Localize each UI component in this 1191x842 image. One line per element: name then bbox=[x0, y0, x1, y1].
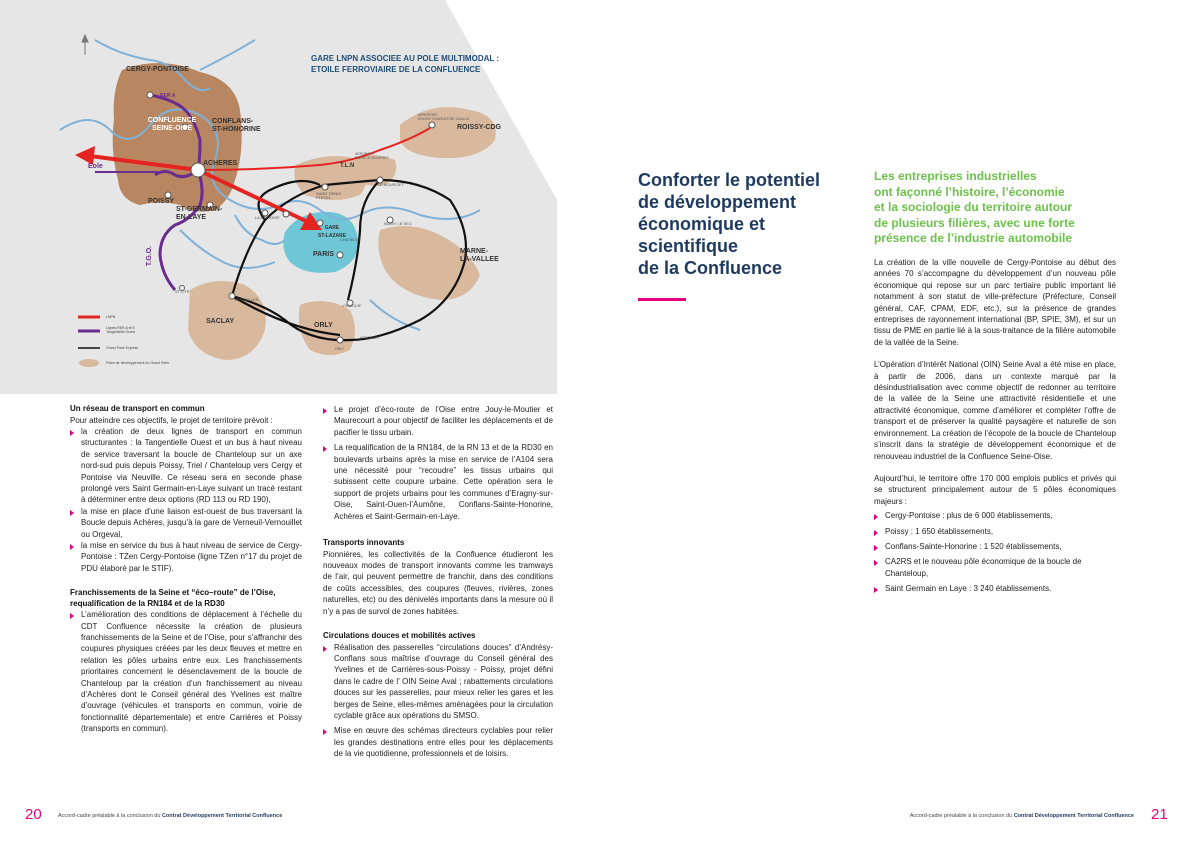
map-legend bbox=[78, 317, 100, 367]
label-marne-1: MARNE- bbox=[460, 248, 488, 255]
label-confluence bbox=[140, 117, 204, 133]
label-aeroport-bourget-2: PARIS LE BOURGET bbox=[355, 156, 389, 160]
label-aeroport-roissy-2: ROISSY CHARLES DE GAULLE bbox=[418, 117, 470, 121]
footer-right-a: Accord-cadre préalable à la conclusion du bbox=[909, 813, 1014, 819]
lead-paragraph bbox=[874, 169, 1114, 247]
map-panel bbox=[0, 0, 557, 394]
legend-lnpn: LNPN bbox=[106, 315, 116, 319]
paragraph-cergy: La création de la ville nouvelle de Cergy-Pontoise au début des années 70 s’accompagne du développement d’un nouveau pôle économique qui repose sur un parc tertiaire public important lié notamment à son statut de ville-préfecture (Préfecture, Conseil général, CAF, CPAM, EDF, etc.), sur la présence de grandes entreprises de rayonnement international (BP, SPIE, 3M), et sur un tissu de PME en partie lié à la sous-traitance de la filière automobile de la vallée de la Seine. bbox=[874, 258, 1116, 347]
label-noisy: NOISY LE SEC bbox=[384, 221, 412, 226]
lead-line: ont façonné l’histoire, l’économie bbox=[874, 184, 1065, 199]
paragraph-oin: L’Opération d’Intérêt National (OIN) Seine Aval a été mise en place, à partir de 2006, dans un contexte marqué par la désindustrialisation avec comme objectif de redonner au territoire de la vallée de la Seine une attractivité résidentielle et une attractivité économique, comme d’améliorer et compléter l’offre de transport et de préserver la qualité paysagère et naturelle de son environnement. La création de l’écopole de la boucle de Chanteloup s’inscrit dans la stratégie de développement économique et de renouveau industriel de la Confluence Seine-Oise. bbox=[874, 360, 1116, 461]
label-gare-1: GARE bbox=[324, 225, 340, 231]
label-tgo: T.G.O. bbox=[146, 245, 154, 267]
footer-left-b: Contrat Développement Territorial Confluence bbox=[161, 813, 283, 819]
map-corner-cutout bbox=[445, 0, 557, 200]
label-confluence-2: SEINE-OISE bbox=[151, 125, 193, 132]
footer-right bbox=[910, 813, 1134, 819]
list-item: la mise en service du bus à haut niveau de service de Cergy-Pontoise : TZen Cergy-Pontoise (ligne TZen n°17 du projet de PDU élaboré par le STIF). bbox=[70, 540, 302, 574]
lead-line: Les entreprises industrielles bbox=[874, 169, 1037, 183]
section-intro-transport: Pour atteindre ces objectifs, le projet de territoire prévoit : bbox=[70, 415, 273, 425]
label-acheres: ACHERES bbox=[203, 160, 238, 167]
page-title bbox=[638, 169, 858, 279]
label-rera: RER A bbox=[160, 93, 176, 99]
label-versailles: VERSAILLES bbox=[234, 297, 259, 302]
label-eole: Eole bbox=[88, 163, 103, 170]
list-item: Le projet d’éco-route de l’Oise entre Jouy-le-Moutier et Maurecourt a pour objectif de faciliter les déplacements et de pacifier le tissu urbain. bbox=[323, 404, 553, 438]
label-saclay: SACLAY bbox=[206, 318, 235, 325]
label-saintdenis bbox=[316, 192, 341, 200]
lead-line: de plusieurs filières, avec une forte bbox=[874, 215, 1075, 230]
label-conflans-2: ST-HONORINE bbox=[212, 126, 261, 133]
page-number-left: 20 bbox=[25, 806, 42, 823]
label-saintdenis-2: PLEYEL bbox=[316, 195, 332, 200]
legend-poles: Pôles de développement du Grand Paris bbox=[106, 361, 170, 365]
title-accent-bar bbox=[638, 298, 686, 301]
middle-column bbox=[323, 404, 553, 760]
label-stgermain-1: ST-GERMAIN- bbox=[176, 206, 223, 213]
label-tln: T.L.N bbox=[340, 163, 355, 169]
label-chatelet: CHATELET bbox=[340, 237, 361, 242]
footer-left bbox=[58, 813, 282, 819]
label-aeroport-roissy bbox=[418, 113, 469, 121]
label-orly-small: ORLY bbox=[335, 347, 345, 351]
label-cergy: CERGY-PONTOISE bbox=[126, 66, 189, 73]
label-conflans bbox=[212, 118, 261, 134]
list-item: Saint Germain en Laye : 3 240 établissements. bbox=[874, 583, 1116, 594]
poles-list bbox=[874, 510, 1116, 594]
label-marne bbox=[460, 248, 499, 264]
section-text-innovants: Pionnières, les collectivités de la Confluence étudieront les nouveaux modes de transport innovants comme les tramways de l’air, qui peuvent permettre de franchir, dans des conditions de coûts accessibles, des coupures (fleuves, rivières, zones naturelles, etc) ou des dénivelés importants dans la mesure où il n’y a pas de survol de zones habitées. bbox=[323, 549, 553, 616]
list-item: La requalification de la RN184, de la RN 13 et de la RD30 en boulevards urbains après la mise en service de l’A104 sera une nécessité pour “recoudre” les tissus urbains qui subissent cette coupure urbaine. Cette opération sera le support de projets urbains pour les communes d’Eragny-sur-Oise, Saint-Ouen-l’Aumône, Conflans-Sainte-Honorine, Achères et Saint-Germain-en-Laye. bbox=[323, 442, 553, 522]
legend-gpe: Grand Paris Express bbox=[106, 346, 139, 350]
legend-rer bbox=[106, 326, 135, 334]
label-orly: ORLY bbox=[314, 322, 333, 329]
label-marne-2: LA-VALLEE bbox=[460, 256, 499, 263]
label-saintdenis-1: SAINT DENIS bbox=[316, 191, 342, 196]
list-item: Réalisation des passerelles “circulations douces” d’Andrésy-Conflans sous maîtrise d’ouvrage du Conseil général des Yvelines et de Carrières-sous-Poissy - Poissy, projet défini dans le cadre de l’ OIN Seine Aval ; rabattements circulations douces sur les passerelles, pour mieux relier les gares et les berges de Seine, elles-mêmes aménagées pour la circulation cyclable grâce aux opérations du SMSO. bbox=[323, 642, 553, 722]
paragraph-emplois: Aujourd’hui, le territoire offre 170 000 emplois publics et privés qui se structurent principalement autour de 5 pôles économiques majeurs : bbox=[874, 473, 1116, 506]
list-item: CA2RS et le nouveau pôle économique de la boucle de Chanteloup, bbox=[874, 556, 1116, 579]
map-title-line1: GARE LNPN ASSOCIEE AU POLE MULTIMODAL : bbox=[311, 54, 500, 63]
label-ladefense: LA DEFENSE bbox=[255, 215, 280, 220]
section-title-innovants: Transports innovants bbox=[323, 538, 405, 548]
label-roissy: ROISSY-CDG bbox=[457, 124, 501, 131]
label-confluence-1: CONFLUENCE bbox=[147, 117, 197, 124]
list-item: la mise en place d’une liaison est-ouest de bus traversant la Boucle depuis Achères, jusqu’à la gare de Verneuil-Vernouillet ou Orgeval, bbox=[70, 506, 302, 540]
lead-line: et la sociologie du territoire autour bbox=[874, 200, 1073, 215]
label-gare-2: ST-LAZARE bbox=[318, 233, 347, 239]
list-item: Conflans-Sainte-Honorine : 1 520 établissements, bbox=[874, 541, 1116, 552]
list-item: Cergy-Pontoise : plus de 6 000 établissements, bbox=[874, 510, 1116, 521]
list-item: L’amélioration des conditions de déplacement à l’échelle du CDT Confluence nécessite la création de plusieurs franchissements de la Seine et de l’Oise, pour s’affranchir des coupures physiques créées par les deux fleuves et mettre en relation les pôles urbains entre eux. Les franchissements prioritaires concernent le désenclavement de la boucle de Chanteloup par la création d’un franchissement au niveau d’Achères dont le Conseil général des Yvelines est maître d’ouvrage (véhicules et transports en commun, voirie de fonctionnalité départementale) et entre Carrières et Poissy (transports en commun). bbox=[70, 609, 302, 734]
label-aeroport-roissy-1: AEROPORT bbox=[418, 113, 438, 117]
map-title-line2: ETOILE FERROVIAIRE DE LA CONFLUENCE bbox=[311, 65, 481, 74]
label-lebourget: LE BOURGET bbox=[378, 182, 404, 187]
label-villejuif: VILLEJUIF bbox=[342, 303, 362, 308]
franchissements-list bbox=[70, 609, 302, 734]
page-title-line: économique et bbox=[638, 214, 766, 234]
list-item: Poissy : 1 650 établissements, bbox=[874, 526, 1116, 537]
list-item: la création de deux lignes de transport en commun structurantes : la Tangentielle Ouest et un bus à haut niveau de service traversant la boucle de Chanteloup sur un axe nord-sud puis depuis Poissy, Triel / Chanteloup vers Cergy et Pontoise via Neuville. Ce réseau sera en seconde phase prolongé vers Saint Germain-en-Laye suivant un tracé restant à déterminer entre deux options (RD 113 ou RD 190), bbox=[70, 426, 302, 506]
section-title-circulations: Circulations douces et mobilités actives bbox=[323, 631, 476, 640]
page-title-line: Conforter le potentiel bbox=[638, 170, 821, 190]
list-item: Mise en œuvre des schémas directeurs cyclables pour relier les grandes destinations entre elles pour les déplacements de la vie quotidienne, professionnels et de loisirs. bbox=[323, 725, 553, 759]
lead-line: présence de l’industrie automobile bbox=[874, 231, 1073, 246]
label-aeroport-orly: AEROPORT bbox=[360, 336, 380, 340]
label-stgermain bbox=[176, 206, 222, 222]
footer-right-b: Contrat Développement Territorial Confluence bbox=[1013, 813, 1134, 819]
transport-list bbox=[70, 426, 302, 574]
label-stgermain-2: EN-LAYE bbox=[176, 214, 207, 221]
page-number-right: 21 bbox=[1151, 806, 1168, 823]
label-aeroport-bourget bbox=[355, 152, 389, 160]
label-paris: PARIS bbox=[313, 251, 334, 258]
circulations-list bbox=[323, 642, 553, 760]
right-column bbox=[874, 257, 1116, 595]
section-title-franchissements: Franchissements de la Seine et “éco–route” de l’Oise, requalification de la RN184 et de la RD30 bbox=[70, 588, 276, 608]
confluence-territory bbox=[113, 63, 242, 212]
label-aeroport-bourget-1: AEROPORT bbox=[355, 152, 375, 156]
label-conflans-1: CONFLANS- bbox=[212, 118, 254, 125]
north-arrow bbox=[82, 35, 88, 55]
section-title-transport: Un réseau de transport en commun bbox=[70, 404, 205, 413]
legend-rer-2: Tangentielle Ouest bbox=[106, 330, 135, 334]
routes-list bbox=[323, 404, 553, 522]
label-poissy: POISSY bbox=[148, 198, 175, 205]
map-title bbox=[311, 53, 551, 75]
page-title-line: scientifique bbox=[638, 236, 739, 256]
label-stcyr: ST CYR bbox=[175, 289, 190, 294]
footer-left-a: Accord-cadre préalable à la conclusion du bbox=[58, 813, 162, 819]
page-title-line: de la Confluence bbox=[638, 258, 783, 278]
page-title-line: de développement bbox=[638, 192, 797, 212]
legend-rer-1: Lignes RER A et E bbox=[106, 326, 135, 330]
left-column bbox=[70, 404, 302, 735]
